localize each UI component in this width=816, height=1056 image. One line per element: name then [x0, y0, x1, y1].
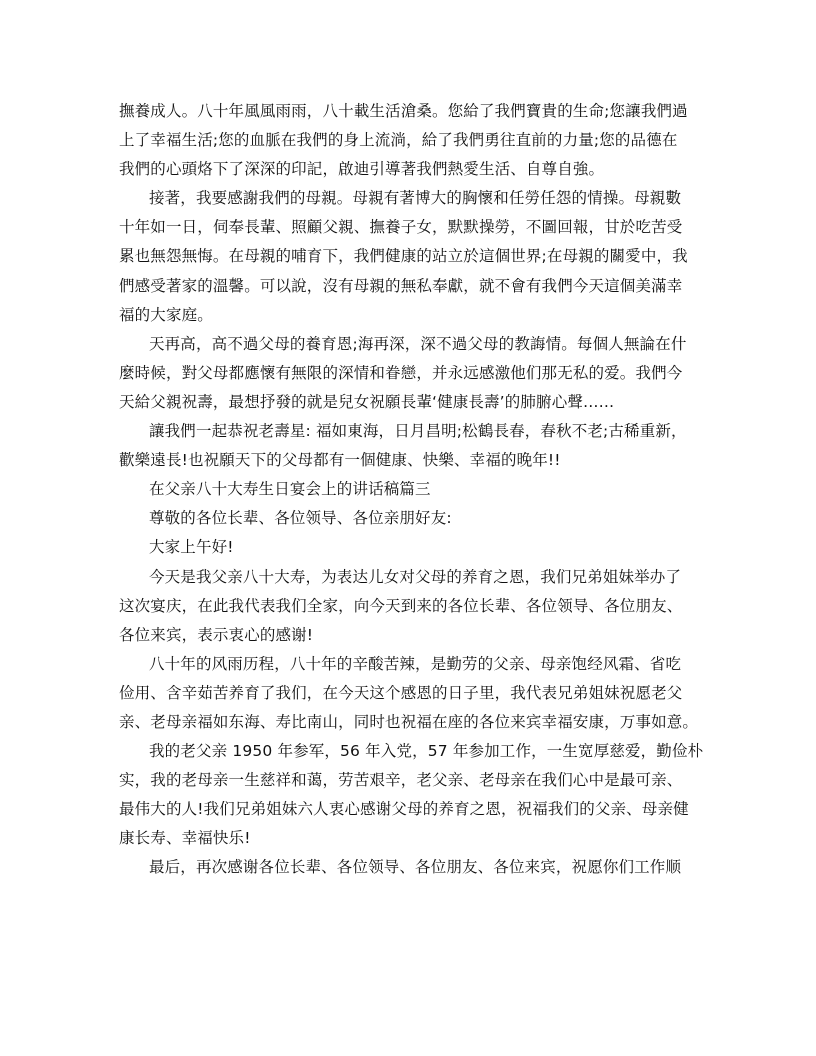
text-line: 上了幸福生活;您的血脈在我們的身上流淌，給了我們勇往直前的力量;您的品德在: [119, 131, 678, 150]
text-line: 麼時候，對父母都應懷有無限的深情和眷戀，并永远感激他们那无私的爱。我們今: [119, 363, 683, 382]
text-line: 八十年的风雨历程，八十年的辛酸苦辣，是勤劳的父亲、母亲饱经风霜、省吃: [149, 654, 682, 673]
text-line: 最伟大的人!我们兄弟姐妹六人衷心感谢父母的养育之恩，祝福我们的父亲、母亲健: [119, 800, 689, 819]
text-line: 讓我們一起恭祝老壽星: 福如東海，日月昌明;松鶴長春，春秋不老;古稀重新，: [149, 422, 687, 441]
text-line: 們感受著家的溫馨。可以說，沒有母親的無私奉獻，就不會有我們今天這個美滿幸: [119, 276, 683, 295]
text-line: 天再高，高不過父母的養育恩;海再深，深不過父母的教誨情。每個人無論在什: [149, 334, 687, 353]
text-line: 这次宴庆，在此我代表我们全家，向今天到来的各位长辈、各位领导、各位朋友、: [119, 596, 683, 615]
text-line: 康长寿、幸福快乐!: [119, 829, 251, 848]
text-line: 接著，我要感謝我們的母親。母親有著博大的胸懷和任勞任怨的情操。母親數: [149, 189, 682, 208]
text-line: 天給父親祝壽，最想抒發的就是兒女祝願長輩‘健康長壽’的肺腑心聲……: [119, 392, 615, 411]
text-line: 俭用、含辛茹苦养育了我们，在今天这个感恩的日子里，我代表兄弟姐妹祝愿老父: [119, 683, 683, 702]
text-line: 我們的心頭烙下了深深的印記，啟迪引導著我們熱愛生活、自尊自強。: [119, 160, 605, 179]
text-line: 歡樂遠長!也祝願天下的父母都有一個健康、快樂、幸福的晚年!!: [119, 451, 561, 470]
text-line: 实，我的老母亲一生慈祥和蔼，劳苦艰辛，老父亲、老母亲在我们心中是最可亲、: [119, 771, 683, 790]
text-line: 累也無怨無悔。在母親的哺育下，我們健康的站立於這個世界;在母親的關愛中，我: [119, 247, 688, 266]
text-line: 尊敬的各位长辈、各位领导、各位亲朋好友:: [149, 509, 452, 528]
text-line: 各位来宾，表示衷心的感谢!: [119, 625, 314, 644]
document-body-text: [119, 97, 704, 883]
text-line: 福的大家庭。: [119, 305, 213, 324]
text-line: 大家上午好!: [149, 538, 234, 557]
text-line: 撫養成人。八十年風風雨雨，八十載生活滄桑。您給了我們寶貴的生命;您讓我們過: [119, 102, 688, 120]
text-line: 亲、老母亲福如东海、寿比南山，同时也祝福在座的各位来宾幸福安康，万事如意。: [119, 712, 699, 731]
text-line: 今天是我父亲八十大寿，为表达儿女对父母的养育之恩，我们兄弟姐妹举办了: [149, 567, 682, 586]
text-line: 我的老父亲 1950 年参军，56 年入党，57 年参加工作，一生宽厚慈爱，勤俭朴: [149, 742, 704, 761]
text-line: 十年如一日，伺奉長輩、照顧父親、撫養子女，默默操勞，不圖回報，甘於吃苦受: [119, 218, 683, 237]
text-line: 在父亲八十大寿生日宴会上的讲话稿篇三: [149, 480, 431, 499]
text-line: 最后，再次感谢各位长辈、各位领导、各位朋友、各位来宾，祝愿你们工作顺: [149, 858, 682, 877]
